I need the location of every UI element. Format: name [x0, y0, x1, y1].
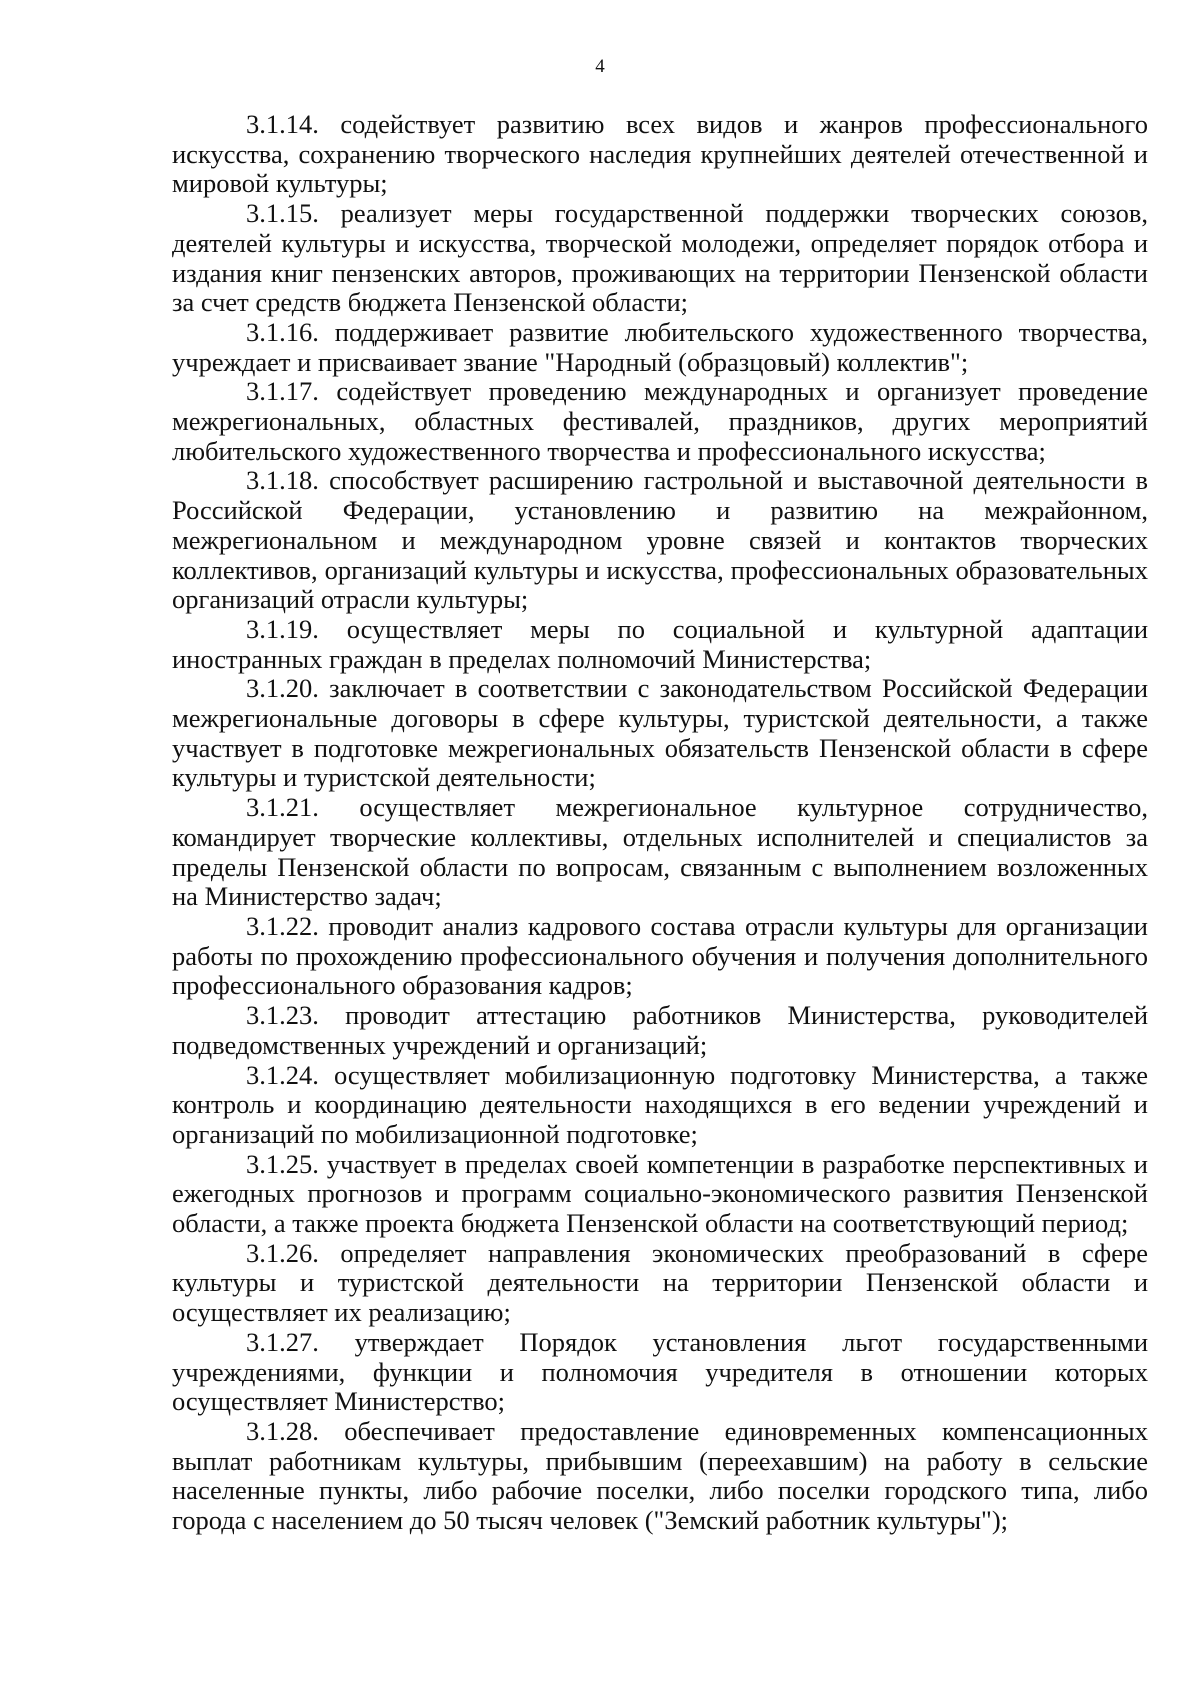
paragraph-3-1-26: 3.1.26. определяет направления экономических преобразований в сфере культуры и туристской деятельности на территории Пензенской области и осуществляет их реализацию;	[172, 1237, 1148, 1328]
paragraph-3-1-25: 3.1.25. участвует в пределах своей компетенции в разработке перспективных и ежегодных прогнозов и программ социально-экономического развития Пензенской области, а также проекта бюджета Пензенской области на соответствующий период;	[172, 1148, 1148, 1239]
paragraph-3-1-27: 3.1.27. утверждает Порядок установления льгот государственными учреждениями, функции и полномочия учредителя в отношении которых осуществляет Министерство;	[172, 1326, 1148, 1417]
paragraph-3-1-21: 3.1.21. осуществляет межрегиональное культурное сотрудничество, командирует творческие коллективы, отдельных исполнителей и специалистов за пределы Пензенской области по вопросам, связанным с выполнением возложенных на Министерство задач;	[172, 792, 1148, 912]
paragraph-3-1-16: 3.1.16. поддерживает развитие любительского художественного творчества, учреждает и присваивает звание "Народный (образцовый) коллектив";	[172, 316, 1148, 377]
paragraph-3-1-28: 3.1.28. обеспечивает предоставление единовременных компенсационных выплат работникам культуры, прибывшим (переехавшим) на работу в сельские населенные пункты, либо рабочие поселки, либо поселки городского типа, либо города с населением до 50 тысяч человек ("Земский работник культуры");	[172, 1415, 1148, 1536]
paragraph-3-1-20: 3.1.20. заключает в соответствии с законодательством Российской Федерации межрегиональные договоры в сфере культуры, туристской деятельности, а также участвует в подготовке межрегиональных обязательств Пензенской области в сфере культуры и туристской деятельности;	[172, 673, 1148, 793]
page-number: 4	[595, 56, 605, 77]
paragraph-3-1-17: 3.1.17. содействует проведению международных и организует проведение межрегиональных, областных фестивалей, праздников, других мероприятий любительского художественного творчества и профессионального искусства;	[172, 376, 1148, 466]
paragraph-3-1-15: 3.1.15. реализует меры государственной поддержки творческих союзов, деятелей культуры и искусства, творческой молодежи, определяет порядок отбора и издания книг пензенских авторов, проживающих на территории Пензенской области за счет средств бюджета Пензенской области;	[172, 198, 1148, 318]
paragraph-3-1-24: 3.1.24. осуществляет мобилизационную подготовку Министерства, а также контроль и координацию деятельности находящихся в его ведении учреждений и организаций по мобилизационной подготовке;	[172, 1059, 1148, 1149]
document-body	[172, 110, 1148, 1536]
paragraph-3-1-22: 3.1.22. проводит анализ кадрового состава отрасли культуры для организации работы по прохождению профессионального обучения и получения дополнительного профессионального образования кадров;	[172, 910, 1148, 1001]
paragraph-3-1-18: 3.1.18. способствует расширению гастрольной и выставочной деятельности в Российской Федерации, установлению и развитию на межрайонном, межрегиональном и международном уровне связей и контактов творческих коллективов, организаций культуры и искусства, профессиональных образовательных организаций отрасли культуры;	[172, 465, 1148, 615]
paragraph-3-1-23: 3.1.23. проводит аттестацию работников Министерства, руководителей подведомственных учреждений и организаций;	[172, 1000, 1148, 1060]
paragraph-3-1-14: 3.1.14. содействует развитию всех видов и жанров профессионального искусства, сохранению творческого наследия крупнейших деятелей отечественной и мировой культуры;	[172, 109, 1148, 199]
paragraph-3-1-19: 3.1.19. осуществляет меры по социальной и культурной адаптации иностранных граждан в пределах полномочий Министерства;	[172, 613, 1148, 674]
